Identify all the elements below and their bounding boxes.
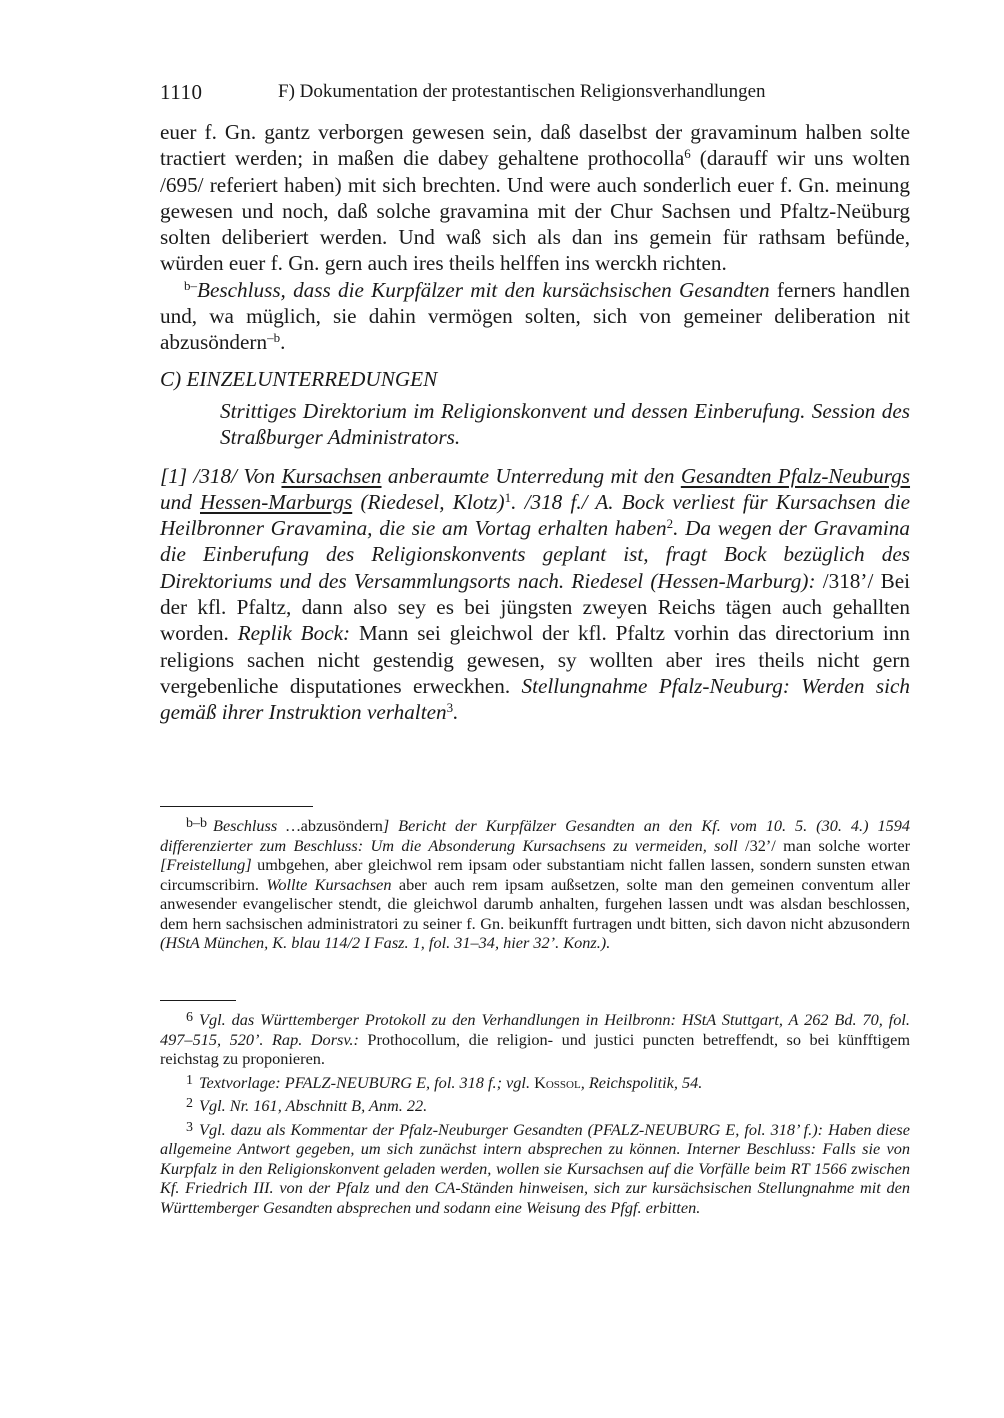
footnote-ref-3[interactable]: 3 [446, 700, 454, 716]
fn-text: /32’/ man solche worter [737, 835, 910, 855]
main-text [160, 119, 910, 726]
editorial-italic: Replik Bock: [237, 621, 351, 646]
paragraph-letter-text [160, 119, 910, 277]
doc-text: anberaumte Unterredung mit den [381, 463, 681, 488]
footnote-marker: 1 [186, 1072, 193, 1088]
apparatus-marker-open[interactable]: b– [184, 277, 197, 293]
fn-italic: , Reichspolitik, 54. [580, 1072, 703, 1092]
footnote-ref-2[interactable]: 2 [666, 516, 674, 532]
page-number: 1110 [160, 80, 203, 104]
section-summary: Strittiges Direktorium im Religionskonvent und dessen Einberufung. Session des Straßburger Administrators. [220, 398, 910, 450]
doc-text: [1] /318/ Von [160, 463, 282, 488]
fn-text: aber auch rem ipsam außsetzen, solte man den gemeinen conventum aller anwesender evangelischer stendt, die gleichwol darumb anhalten, furgehen lassen undt was alsdan beschlossen, dem hern sachsischen administratori zu seiner f. Gn. beikunfft furtragen undt bitten, sich davon nicht abzusondern [160, 874, 911, 933]
doc-text: . Da wegen der Gravamina die Einberufung des Religionskonvents geplant ist, fragt Bock bezüglich des Direktoriums und des Versammlungsorts nach. Riedesel (Hessen-Marburg): [160, 516, 910, 593]
footnote-rule [160, 1000, 236, 1001]
footnote-b-b [160, 816, 910, 953]
fn-italic: Wollte Kursachsen [266, 874, 392, 894]
punctuation: . [453, 700, 459, 725]
paragraph-text: (darauff wir uns wolten /695/ referiert haben) mit sich brechten. Und were auch sonderlich euer f. Gn. meinung gewesen und noch, daß solche gravamina mit der Chur Sachsen und Pfaltz-Neüburg solten deliberiert werden. Und waß sich als dan ins gemein für rathsam befünde, würden euer f. Gn. gern auch ires theils helffen ins werckh richten. [160, 146, 910, 276]
fn-italic: [Freistellung] [160, 855, 252, 874]
author-name: Kossol [530, 1072, 581, 1092]
punctuation: . [280, 330, 286, 355]
quoted-source-text: Mann sei gleichwol der kfl. Pfaltz vorhin das directorium inn religions sachen nicht gestendig gewesen, sy wollten aber ires theils nicht gern vergebenliche disputationes erweckhen. [160, 621, 910, 698]
footnote-ref-1[interactable]: 1 [504, 489, 512, 505]
fn-italic: (HStA München, K. blau 114/2 I Fasz. 1, fol. 31–34, hier 32’. Konz.). [160, 933, 611, 952]
quoted-source-text: /318’/ Bei der kfl. Pfaltz, dann also sey es bei jüngsten zweyen Reichs tägen auch gehallten worden. [160, 568, 910, 646]
party-kursachsen: Kursachsen [281, 463, 382, 488]
section-heading: C) EINZELUNTERREDUNGEN [160, 366, 438, 391]
footnote-ref-6[interactable]: 6 [684, 146, 691, 162]
apparatus-footnotes [160, 806, 910, 953]
footnote-marker: b–b [186, 816, 207, 831]
fn-italic: ] Bericht der Kurpfälzer Gesandten an den Kf. vom 10. 5. (30. 4.) 1594 differenzierter zum Beschluss: Um die Absonderung Kursachsens zu vermeiden, soll [160, 816, 911, 855]
fn-text: abzusöndern [300, 816, 383, 835]
footnote-marker: 3 [186, 1119, 193, 1135]
doc-text: und [160, 489, 200, 514]
doc-text: . /318 f./ A. Bock verliest für Kursachsen die Heilbronner Gravamina, die sie am Vortag erhalten haben [160, 489, 911, 541]
commentary-footnotes [160, 1000, 910, 1217]
paragraph-text: euer f. Gn. gantz verborgen gewesen sein, daß daselbst der gravaminum halben solte tractiert werden; in maßen die dabey gehaltene prothocolla [160, 120, 910, 171]
footnote-3 [160, 1120, 910, 1218]
paragraph-resolution [160, 277, 910, 356]
editorial-italic: Stellungnahme Pfalz-Neuburg: Werden sich gemäß ihrer Instruktion verhalten [160, 673, 910, 725]
document-entry [160, 463, 910, 726]
party-hessen-marburg: Hessen-Marburgs [200, 489, 353, 514]
fn-text: Prothocollum, die religion- und justici puncten betreffendt, so bei künfftigem reichstag zu proponieren. [160, 1029, 910, 1068]
footnote-marker: 6 [186, 1010, 193, 1025]
apparatus-marker-close[interactable]: –b [267, 330, 281, 346]
doc-text: (Riedesel, Klotz) [352, 489, 505, 514]
paragraph-text: ferners handlen und, wa müglich, sie dahin vermögen solten, sich von gemeiner deliberation nit abzusöndern [160, 277, 910, 355]
fn-italic: Textvorlage: PFALZ-NEUBURG E, fol. 318 f.; vgl. [199, 1072, 531, 1092]
fn-italic: Vgl. das Württemberger Protokoll zu den Verhandlungen in Heilbronn: HStA Stuttgart, A 262 Bd. 70, fol. 497–515, 520’. Rap. Dorsv.: [160, 1010, 910, 1049]
running-title: F) Dokumentation der protestantischen Religionsverhandlungen [278, 81, 766, 102]
footnote-marker: 2 [186, 1096, 193, 1111]
fn-text: umbgehen, aber gleichwol rem ipsam oder substantiam nicht fallen lassen, sondern sunsten etwan circumscribirn. [160, 855, 910, 894]
fn-italic: Beschluss … [213, 816, 301, 835]
fn-italic: Vgl. dazu als Kommentar der Pfalz-Neuburger Gesandten (PFALZ-NEUBURG E, fol. 318’ f.): Haben diese allgemeine Antwort gegeben, um sich zunächst intern absprechen zu können. Interner Beschluss: Falls sie von Kurpfalz in den Religionskonvent geladen werden, wollen sie Kursachsen auf die Vorfälle beim RT 1566 zwischen Kf. Friedrich III. von der Pfalz und den CA-Ständen hinweisen, sich zur kursächsischen Stellungnahme mit den Württemberger Gesandten absprechen und sodann eine Weisung des Pfgf. erbitten. [160, 1119, 910, 1217]
party-pfalz-neuburg: Gesandten Pfalz-Neuburgs [680, 463, 911, 488]
fn-italic: Vgl. Nr. 161, Abschnitt B, Anm. 22. [199, 1096, 428, 1115]
editorial-italic: Beschluss, dass die Kurpfälzer mit den kursächsischen Gesandten [197, 277, 770, 302]
footnote-rule [160, 806, 313, 807]
footnote-2 [160, 1096, 910, 1116]
footnote-1 [160, 1073, 910, 1093]
footnote-6 [160, 1010, 910, 1069]
